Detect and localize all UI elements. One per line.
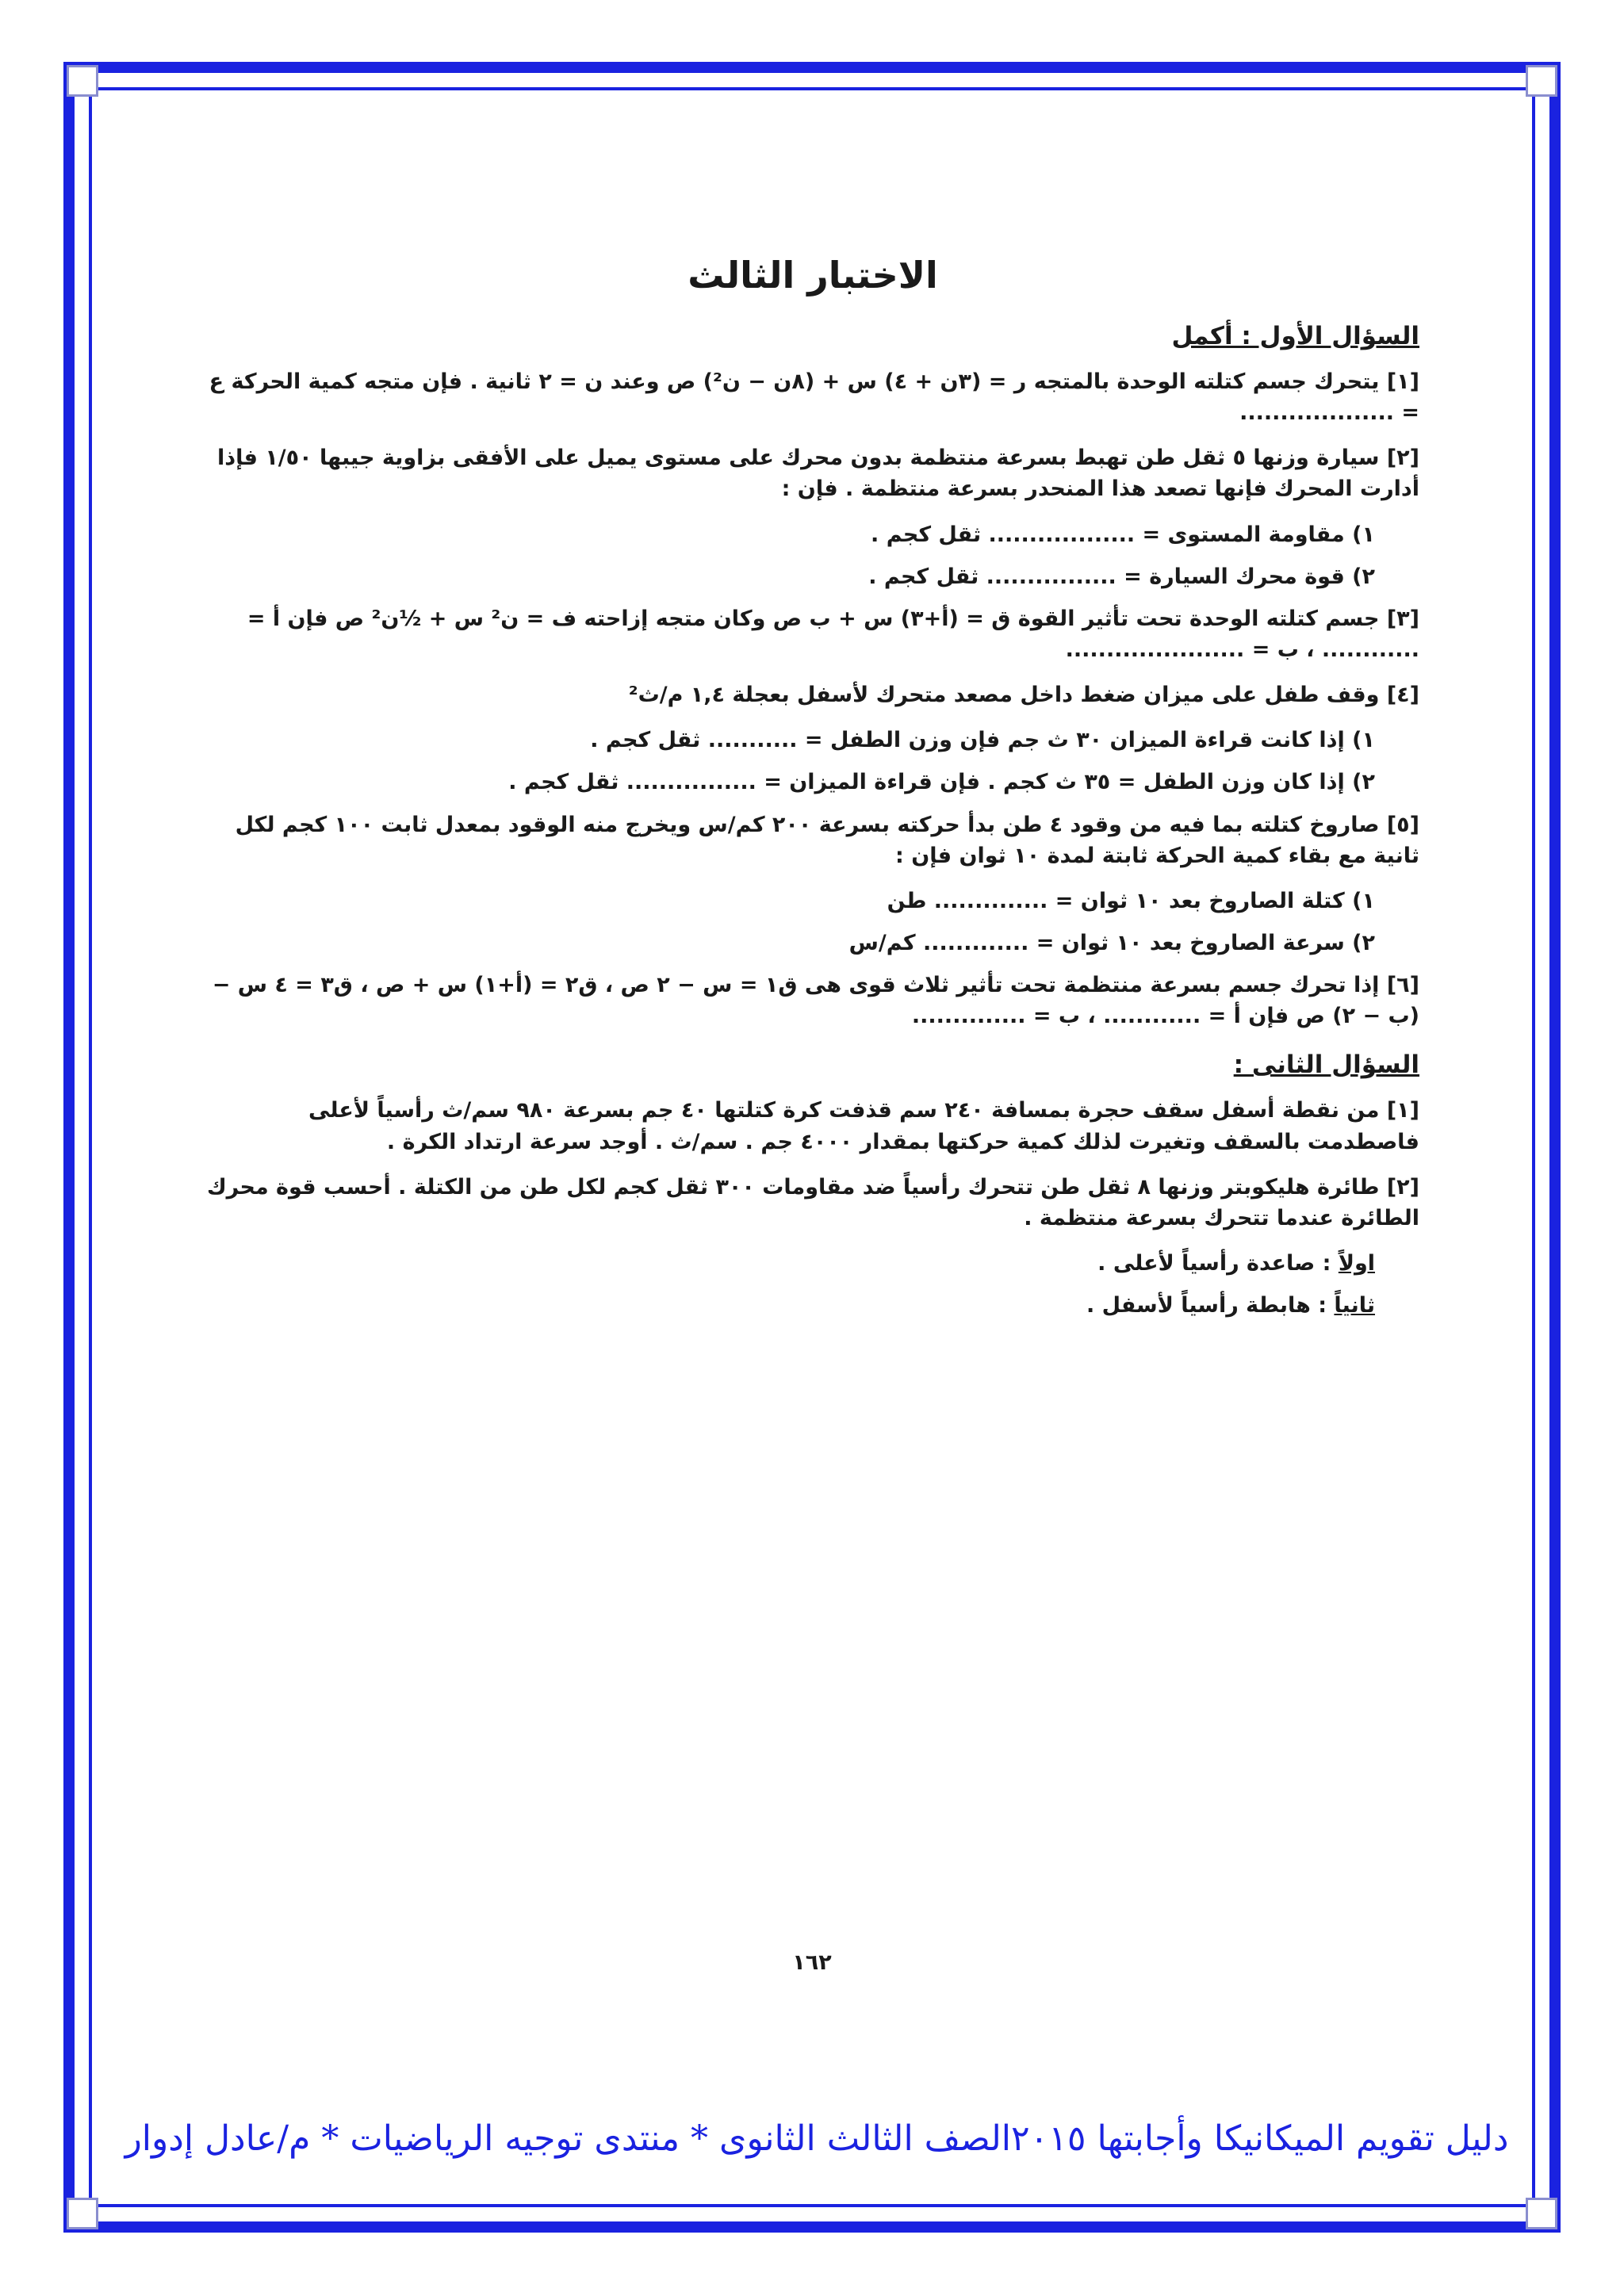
q1-item-4-sub-1: ١) إذا كانت قراءة الميزان ٣٠ ث جم فإن وزن الطفل = ........... ثقل كجم . [590, 728, 1375, 753]
q2-item-1: [١] من نقطة أسفل سقف حجرة بمسافة ٢٤٠ سم قذفت كرة كتلتها ٤٠ جم بسرعة ٩٨٠ سم/ث رأسياً لأعلى فاصطدمت بالسقف وتغيرت لذلك كمية حركتها بمقدار ٤٠٠٠ جم . سم/ث . أوجد سرعة ارتداد الكرة . [308, 1098, 1419, 1154]
q1-item-4-sub-2: ٢) إذا كان وزن الطفل = ٣٥ ث كجم . فإن قراءة الميزان = ................ ثقل كجم . [508, 770, 1375, 795]
q1-item-6: [٦] إذا تحرك جسم بسرعة منتظمة تحت تأثير ثلاث قوى هى ق١ = س − ٢ ص ، ق٢ = (أ+١) س + ص ، ق٣ = ٤ س − (ب − ٢) ص فإن أ = ............ ، ب = .............. [212, 973, 1419, 1029]
q1-item-2: [٢] سيارة وزنها ٥ ثقل طن تهبط بسرعة منتظمة بدون محرك على مستوى يميل على الأفقى بزاوية جيبها ١/٥٠ فإذا أدارت المحرك فإنها تصعد هذا المنحدر بسرعة منتظمة . فإن : [216, 446, 1419, 502]
question-1-heading: السؤال الأول : أكمل [1171, 322, 1419, 350]
q1-item-5: [٥] صاروخ كتلته بما فيه من وقود ٤ طن بدأ حركته بسرعة ٢٠٠ كم/س ويخرج منه الوقود بمعدل ثابت ١٠٠ كجم لكل ثانية مع بقاء كمية الحركة ثابتة لمدة ١٠ ثوان فإن : [235, 812, 1419, 868]
corner-ornament-top-right [1526, 65, 1557, 97]
q2-sub-1-text: : صاعدة رأسياً لأعلى . [1097, 1250, 1339, 1276]
corner-ornament-bottom-left [67, 2198, 98, 2229]
page-number: ١٦٢ [792, 1950, 832, 1975]
question-2 [206, 1046, 1419, 1321]
q1-item-3: [٣] جسم كتلته الوحدة تحت تأثير القوة ق = (أ+٣) س + ب ص وكان متجه إزاحته ف = ن² س + ½ن² ص فإن أ = ............ ، ب = ...................... [247, 606, 1419, 662]
q2-item-2: [٢] طائرة هليكوبتر وزنها ٨ ثقل طن تتحرك رأسياً ضد مقاومات ٣٠٠ ثقل كجم لكل طن من الكتلة . أحسب قوة محرك الطائرة عندما تتحرك بسرعة منتظمة . [206, 1174, 1419, 1230]
q2-sub-2-text: : هابطة رأسياً لأسفل . [1086, 1293, 1335, 1318]
corner-ornament-bottom-right [1526, 2198, 1557, 2229]
q1-item-5-sub-1: ١) كتلة الصاروخ بعد ١٠ ثوان = .............. طن [887, 888, 1375, 913]
footer-credit: دليل تقويم الميكانيكا وأجابتها ٢٠١٥الصف الثالث الثانوى * منتدى توجيه الرياضيات * م/عادل إدوار [124, 2118, 1509, 2159]
q1-item-1: [١] يتحرك جسم كتلته الوحدة بالمتجه ر = (٣ن + ٤) س + (٨ن − ن²) ص وعند ن = ٢ ثانية . فإن متجه كمية الحركة ع = ................... [209, 369, 1419, 426]
q1-item-2-sub-1: ١) مقاومة المستوى = .................. ثقل كجم . [871, 522, 1375, 547]
q2-item-2-sub-1 [206, 1248, 1419, 1279]
corner-ornament-top-left [67, 65, 98, 97]
q2-sub-2-label: ثانياً [1334, 1293, 1375, 1318]
q1-item-5-sub-2: ٢) سرعة الصاروخ بعد ١٠ ثوان = ............. كم/س [848, 930, 1375, 955]
q2-item-2-sub-2 [206, 1290, 1419, 1321]
question-2-heading: السؤال الثانى : [1233, 1050, 1419, 1080]
q1-item-4: [٤] وقف طفل على ميزان ضغط داخل مصعد متحرك لأسفل بعجلة ١,٤ م/ث² [628, 683, 1419, 708]
question-1 [206, 317, 1419, 1031]
document-body [206, 254, 1419, 1332]
q1-item-2-sub-2: ٢) قوة محرك السيارة = ................ ثقل كجم . [868, 564, 1375, 589]
page-title: الاختبار الثالث [688, 254, 938, 297]
q2-sub-1-label: اولاً [1338, 1250, 1375, 1276]
